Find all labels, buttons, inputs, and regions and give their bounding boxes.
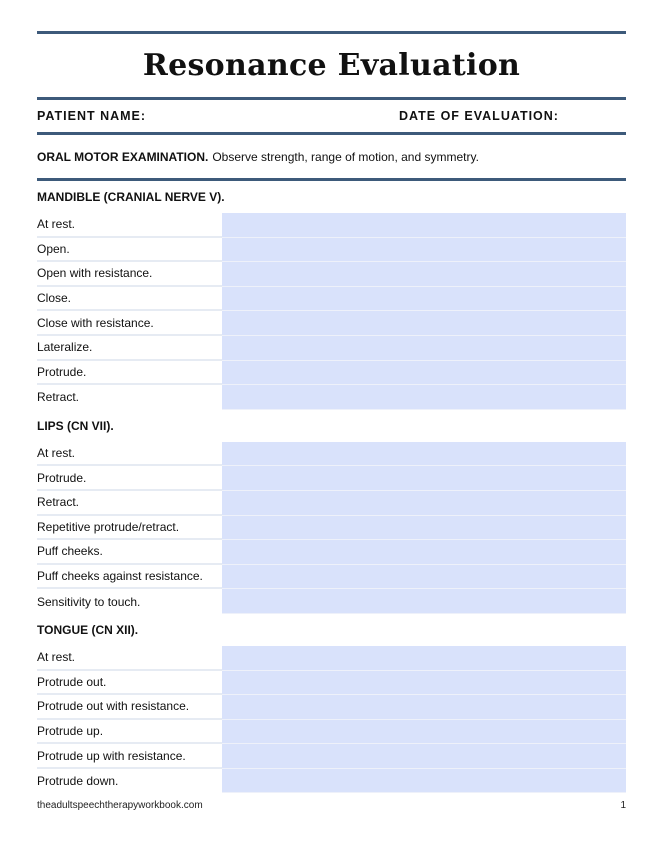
observation-field[interactable] [222, 695, 626, 720]
section-heading: LIPS (CN VII). [37, 418, 114, 433]
row-label: At rest. [37, 442, 222, 467]
table-row [37, 769, 626, 794]
table-row [37, 565, 626, 590]
row-label: Protrude out with resistance. [37, 695, 222, 720]
row-label: At rest. [37, 646, 222, 671]
table-row [37, 491, 626, 516]
row-label: Lateralize. [37, 336, 222, 361]
patient-info-row [37, 100, 626, 132]
table-row [37, 720, 626, 745]
section-table [37, 213, 626, 410]
instruction-heading: ORAL MOTOR EXAMINATION. [37, 149, 209, 164]
page-footer [37, 800, 626, 811]
row-label: Close with resistance. [37, 311, 222, 336]
footer-website: theadultspeechtherapyworkbook.com [37, 800, 203, 811]
instruction-line [37, 135, 626, 178]
table-row [37, 262, 626, 287]
observation-field[interactable] [222, 262, 626, 287]
row-label: Retract. [37, 390, 80, 405]
observation-field[interactable] [222, 442, 626, 467]
row-label: Puff cheeks against resistance. [37, 565, 222, 590]
table-row [37, 695, 626, 720]
row-label: At rest. [37, 213, 222, 238]
instruction-text: Observe strength, range of motion, and symmetry. [212, 149, 479, 164]
observation-field[interactable] [222, 466, 626, 491]
observation-field[interactable] [222, 311, 626, 336]
table-row [37, 442, 626, 467]
table-row [37, 540, 626, 565]
table-row [37, 238, 626, 263]
row-label: Open with resistance. [37, 262, 222, 287]
row-label: Repetitive protrude/retract. [37, 516, 222, 541]
row-label: Protrude out. [37, 671, 222, 696]
row-label: Protrude. [37, 361, 222, 386]
row-label: Puff cheeks. [37, 540, 222, 565]
table-row [37, 671, 626, 696]
table-row [37, 287, 626, 312]
row-label: Protrude down. [37, 774, 119, 789]
table-row [37, 385, 626, 410]
page-number: 1 [620, 800, 626, 811]
table-row [37, 336, 626, 361]
section-heading: TONGUE (CN XII). [37, 622, 139, 637]
table-row [37, 516, 626, 541]
row-label: Protrude up with resistance. [37, 744, 222, 769]
section-heading: MANDIBLE (CRANIAL NERVE V). [37, 190, 225, 204]
table-row [37, 213, 626, 238]
observation-field[interactable] [222, 516, 626, 541]
observation-field[interactable] [222, 671, 626, 696]
document-page [37, 31, 626, 793]
table-row [37, 646, 626, 671]
date-of-evaluation-label: DATE OF EVALUATION: [399, 109, 559, 123]
section-table [37, 646, 626, 794]
row-label: Close. [37, 287, 222, 312]
section-table [37, 442, 626, 614]
table-row [37, 311, 626, 336]
exam-sections [37, 181, 626, 793]
observation-field[interactable] [222, 744, 626, 769]
row-label: Retract. [37, 491, 222, 516]
row-label: Sensitivity to touch. [37, 594, 141, 609]
observation-field[interactable] [222, 589, 626, 614]
observation-field[interactable] [222, 491, 626, 516]
observation-field[interactable] [222, 769, 626, 794]
observation-field[interactable] [222, 646, 626, 671]
table-row [37, 361, 626, 386]
patient-name-label: PATIENT NAME: [37, 109, 147, 123]
observation-field[interactable] [222, 213, 626, 238]
row-label: Protrude. [37, 466, 222, 491]
table-row [37, 589, 626, 614]
page-title: Resonance Evaluation [142, 48, 521, 83]
observation-field[interactable] [222, 238, 626, 263]
observation-field[interactable] [222, 540, 626, 565]
observation-field[interactable] [222, 361, 626, 386]
observation-field[interactable] [222, 287, 626, 312]
observation-field[interactable] [222, 720, 626, 745]
row-label: Open. [37, 238, 222, 263]
observation-field[interactable] [222, 385, 626, 410]
row-label: Protrude up. [37, 720, 222, 745]
observation-field[interactable] [222, 565, 626, 590]
table-row [37, 744, 626, 769]
observation-field[interactable] [222, 336, 626, 361]
table-row [37, 466, 626, 491]
